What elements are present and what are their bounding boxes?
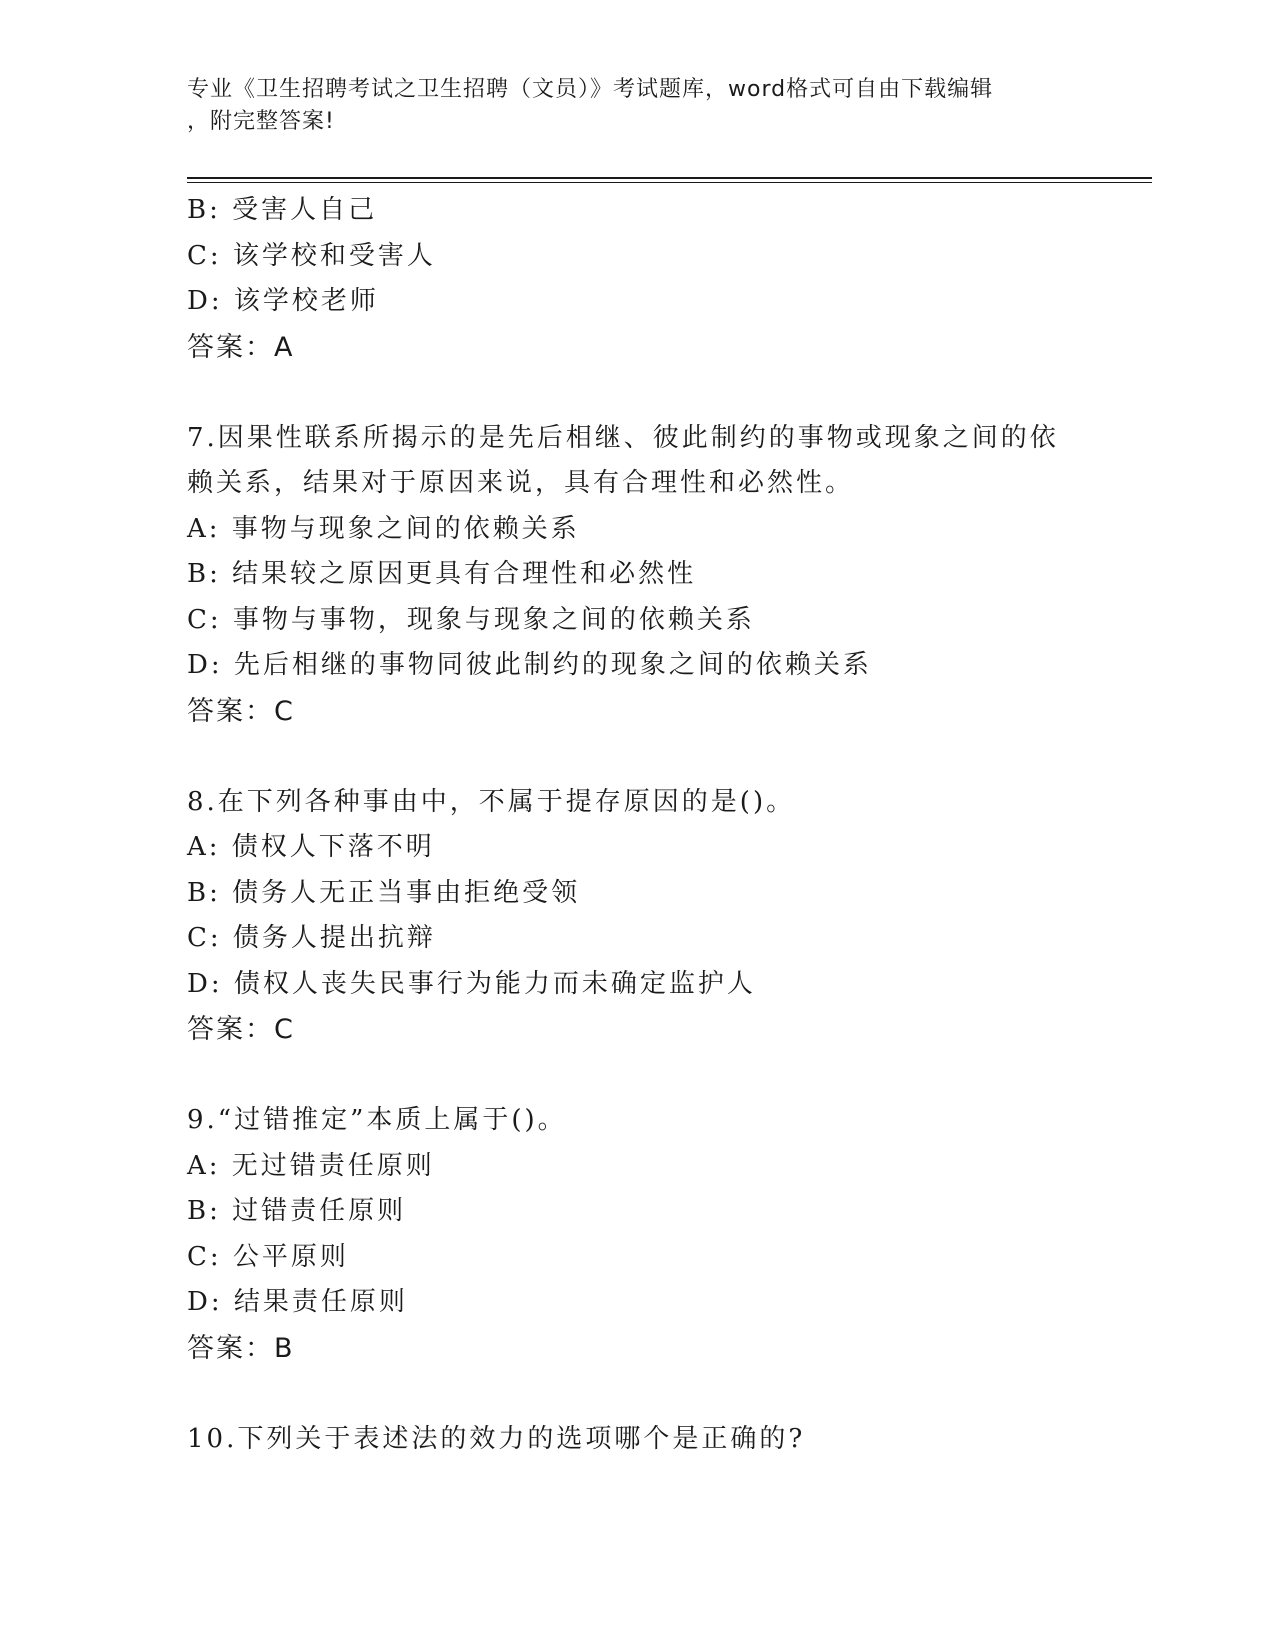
question-stem: 10.下列关于表述法的效力的选项哪个是正确的? [187, 1423, 806, 1454]
header-divider-thin [187, 182, 1152, 183]
option-c: C: 该学校和受害人 [187, 240, 436, 271]
document-header [187, 74, 1067, 138]
option-b: B: 受害人自己 [187, 195, 378, 225]
answer-line: 答案：B [187, 1332, 295, 1364]
question-stem: 9.“过错推定”本质上属于()。 [187, 1105, 567, 1135]
option-a: A: 债权人下落不明 [187, 832, 435, 862]
answer-line: 答案：C [187, 1014, 295, 1045]
option-b: B: 结果较之原因更具有合理性和必然性 [187, 559, 697, 589]
option-d: D: 债权人丧失民事行为能力而未确定监护人 [187, 968, 756, 999]
spacer [187, 1053, 1147, 1099]
option-d: D: 先后相继的事物同彼此制约的现象之间的依赖关系 [187, 650, 872, 680]
question-stem-line2: 赖关系，结果对于原因来说，具有合理性和必然性。 [187, 468, 855, 498]
answer-line: 答案：A [187, 331, 295, 363]
question-10 [187, 1417, 1147, 1463]
question-stem: 8.在下列各种事由中，不属于提存原因的是()。 [187, 786, 796, 817]
option-b: B: 过错责任原则 [187, 1196, 407, 1226]
question-9 [187, 1098, 1147, 1371]
option-c: C: 公平原则 [187, 1241, 349, 1272]
header-title-line2: ，附完整答案! [187, 109, 335, 134]
option-d: D: 该学校老师 [187, 286, 379, 316]
question-6 [187, 188, 1147, 370]
question-7 [187, 416, 1147, 735]
spacer [187, 1371, 1147, 1417]
header-divider-thick [187, 177, 1152, 179]
option-a: A: 事物与现象之间的依赖关系 [187, 513, 580, 544]
option-a: A: 无过错责任原则 [187, 1150, 435, 1181]
option-b: B: 债务人无正当事由拒绝受领 [187, 877, 581, 908]
spacer [187, 370, 1147, 416]
header-title-line1: 专业《卫生招聘考试之卫生招聘（文员）》考试题库，word格式可自由下载编辑 [187, 77, 994, 102]
option-d: D: 结果责任原则 [187, 1287, 408, 1317]
option-c: C: 事物与事物，现象与现象之间的依赖关系 [187, 604, 755, 635]
question-list [187, 188, 1147, 1462]
spacer [187, 734, 1147, 780]
question-stem-line1: 7.因果性联系所揭示的是先后相继、彼此制约的事物或现象之间的依 [187, 422, 1059, 453]
answer-line: 答案：C [187, 695, 295, 727]
question-8 [187, 780, 1147, 1053]
option-c: C: 债务人提出抗辩 [187, 923, 436, 953]
